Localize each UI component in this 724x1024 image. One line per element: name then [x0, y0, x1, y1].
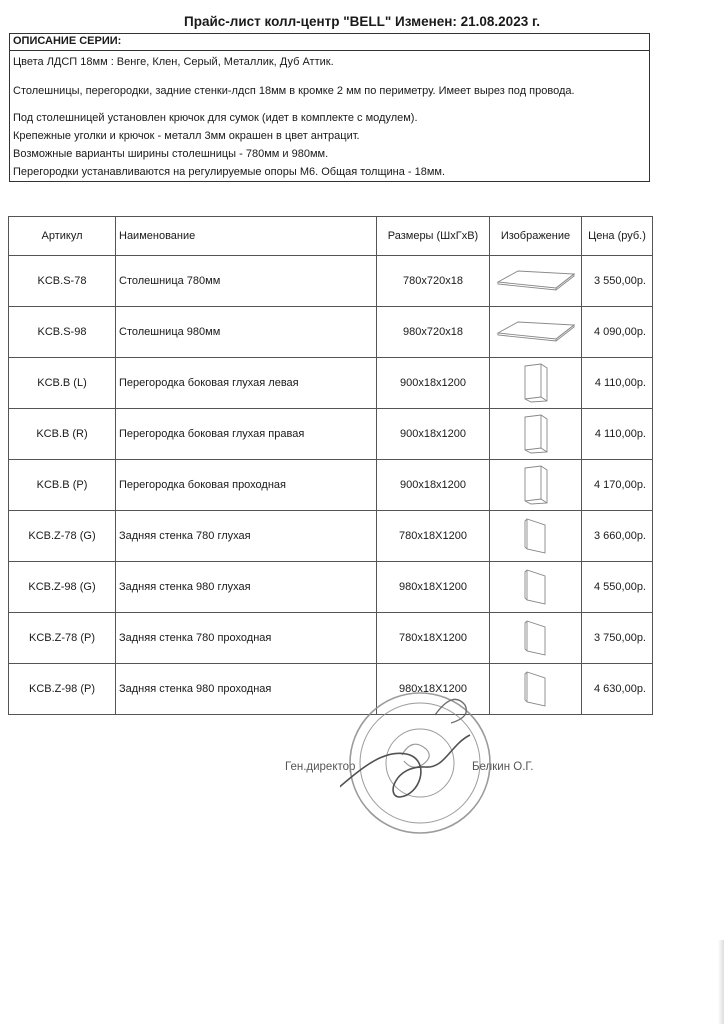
- article-cell: KCB.Z-98 (P): [9, 664, 116, 715]
- article-cell: KCB.B (R): [9, 409, 116, 460]
- page-title: Прайс-лист колл-центр "BELL" Изменен: 21.08.2023 г.: [184, 14, 540, 29]
- price-cell: 4 630,00р.: [582, 664, 653, 715]
- series-description-heading: ОПИСАНИЕ СЕРИИ:: [10, 34, 649, 51]
- side-panel-icon: [521, 414, 551, 454]
- description-line: Цвета ЛДСП 18мм : Венге, Клен, Серый, Металлик, Дуб Аттик.: [13, 56, 334, 68]
- article-cell: KCB.Z-78 (G): [9, 511, 116, 562]
- image-cell: [490, 460, 582, 511]
- price-cell: 4 110,00р.: [582, 409, 653, 460]
- price-cell: 4 550,00р.: [582, 562, 653, 613]
- size-cell: 780x720x18: [377, 256, 490, 307]
- description-line: Возможные варианты ширины столешницы - 780мм и 980мм.: [13, 148, 329, 160]
- signature-title: Ген.директор: [285, 761, 356, 773]
- back-panel-icon: [523, 619, 549, 657]
- back-panel-icon: [523, 670, 549, 708]
- description-line: Столешницы, перегородки, задние стенки-лдсп 18мм в кромке 2 мм по периметру. Имеет вырез под провода.: [13, 85, 575, 97]
- image-cell: [490, 562, 582, 613]
- table-row: [9, 613, 653, 664]
- side-panel-icon: [521, 465, 551, 505]
- name-cell: Задняя стенка 980 глухая: [116, 562, 377, 613]
- name-cell: Столешница 780мм: [116, 256, 377, 307]
- table-row: [9, 409, 653, 460]
- price-cell: 4 110,00р.: [582, 358, 653, 409]
- table-row: [9, 358, 653, 409]
- side-panel-icon: [521, 363, 551, 403]
- image-cell: [490, 664, 582, 715]
- image-cell: [490, 307, 582, 358]
- name-cell: Задняя стенка 980 проходная: [116, 664, 377, 715]
- size-cell: 980x18X1200: [377, 664, 490, 715]
- name-cell: Задняя стенка 780 проходная: [116, 613, 377, 664]
- table-header-row: [9, 217, 653, 256]
- table-row: [9, 256, 653, 307]
- article-cell: KCB.Z-78 (P): [9, 613, 116, 664]
- name-cell: Задняя стенка 780 глухая: [116, 511, 377, 562]
- back-panel-icon: [523, 517, 549, 555]
- name-cell: Столешница 980мм: [116, 307, 377, 358]
- company-seal-icon: [340, 685, 500, 845]
- price-cell: 3 550,00р.: [582, 256, 653, 307]
- size-cell: 780x18X1200: [377, 511, 490, 562]
- price-table: [8, 216, 653, 715]
- article-cell: KCB.S-78: [9, 256, 116, 307]
- price-cell: 3 750,00р.: [582, 613, 653, 664]
- signature-name: Белкин О.Г.: [472, 761, 534, 773]
- price-cell: 4 090,00р.: [582, 307, 653, 358]
- table-row: [9, 460, 653, 511]
- header-price: Цена (руб.): [582, 217, 653, 256]
- article-cell: KCB.S-98: [9, 307, 116, 358]
- image-cell: [490, 409, 582, 460]
- size-cell: 900x18x1200: [377, 358, 490, 409]
- price-cell: 3 660,00р.: [582, 511, 653, 562]
- header-image: Изображение: [490, 217, 582, 256]
- image-cell: [490, 256, 582, 307]
- size-cell: 900x18x1200: [377, 409, 490, 460]
- article-cell: KCB.B (L): [9, 358, 116, 409]
- table-row: [9, 562, 653, 613]
- tabletop-icon: [496, 268, 576, 294]
- table-row: [9, 307, 653, 358]
- series-description: [9, 33, 650, 182]
- image-cell: [490, 511, 582, 562]
- article-cell: KCB.Z-98 (G): [9, 562, 116, 613]
- header-article: Артикул: [9, 217, 116, 256]
- size-cell: 780x18X1200: [377, 613, 490, 664]
- back-panel-icon: [523, 568, 549, 606]
- description-line: Перегородки устанавливаются на регулируемые опоры М6. Общая толщина - 18мм.: [13, 166, 446, 178]
- scan-edge: [718, 940, 724, 1024]
- table-row: [9, 511, 653, 562]
- header-name: Наименование: [116, 217, 377, 256]
- size-cell: 980x720x18: [377, 307, 490, 358]
- description-line: Под столешницей установлен крючок для сумок (идет в комплекте с модулем).: [13, 112, 418, 124]
- header-size: Размеры (ШхГхВ): [377, 217, 490, 256]
- price-cell: 4 170,00р.: [582, 460, 653, 511]
- article-cell: KCB.B (P): [9, 460, 116, 511]
- name-cell: Перегородка боковая глухая левая: [116, 358, 377, 409]
- name-cell: Перегородка боковая проходная: [116, 460, 377, 511]
- size-cell: 980x18X1200: [377, 562, 490, 613]
- image-cell: [490, 358, 582, 409]
- image-cell: [490, 613, 582, 664]
- table-row: [9, 664, 653, 715]
- name-cell: Перегородка боковая глухая правая: [116, 409, 377, 460]
- size-cell: 900x18x1200: [377, 460, 490, 511]
- tabletop-icon: [496, 319, 576, 345]
- description-line: Крепежные уголки и крючок - металл 3мм окрашен в цвет антрацит.: [13, 130, 360, 142]
